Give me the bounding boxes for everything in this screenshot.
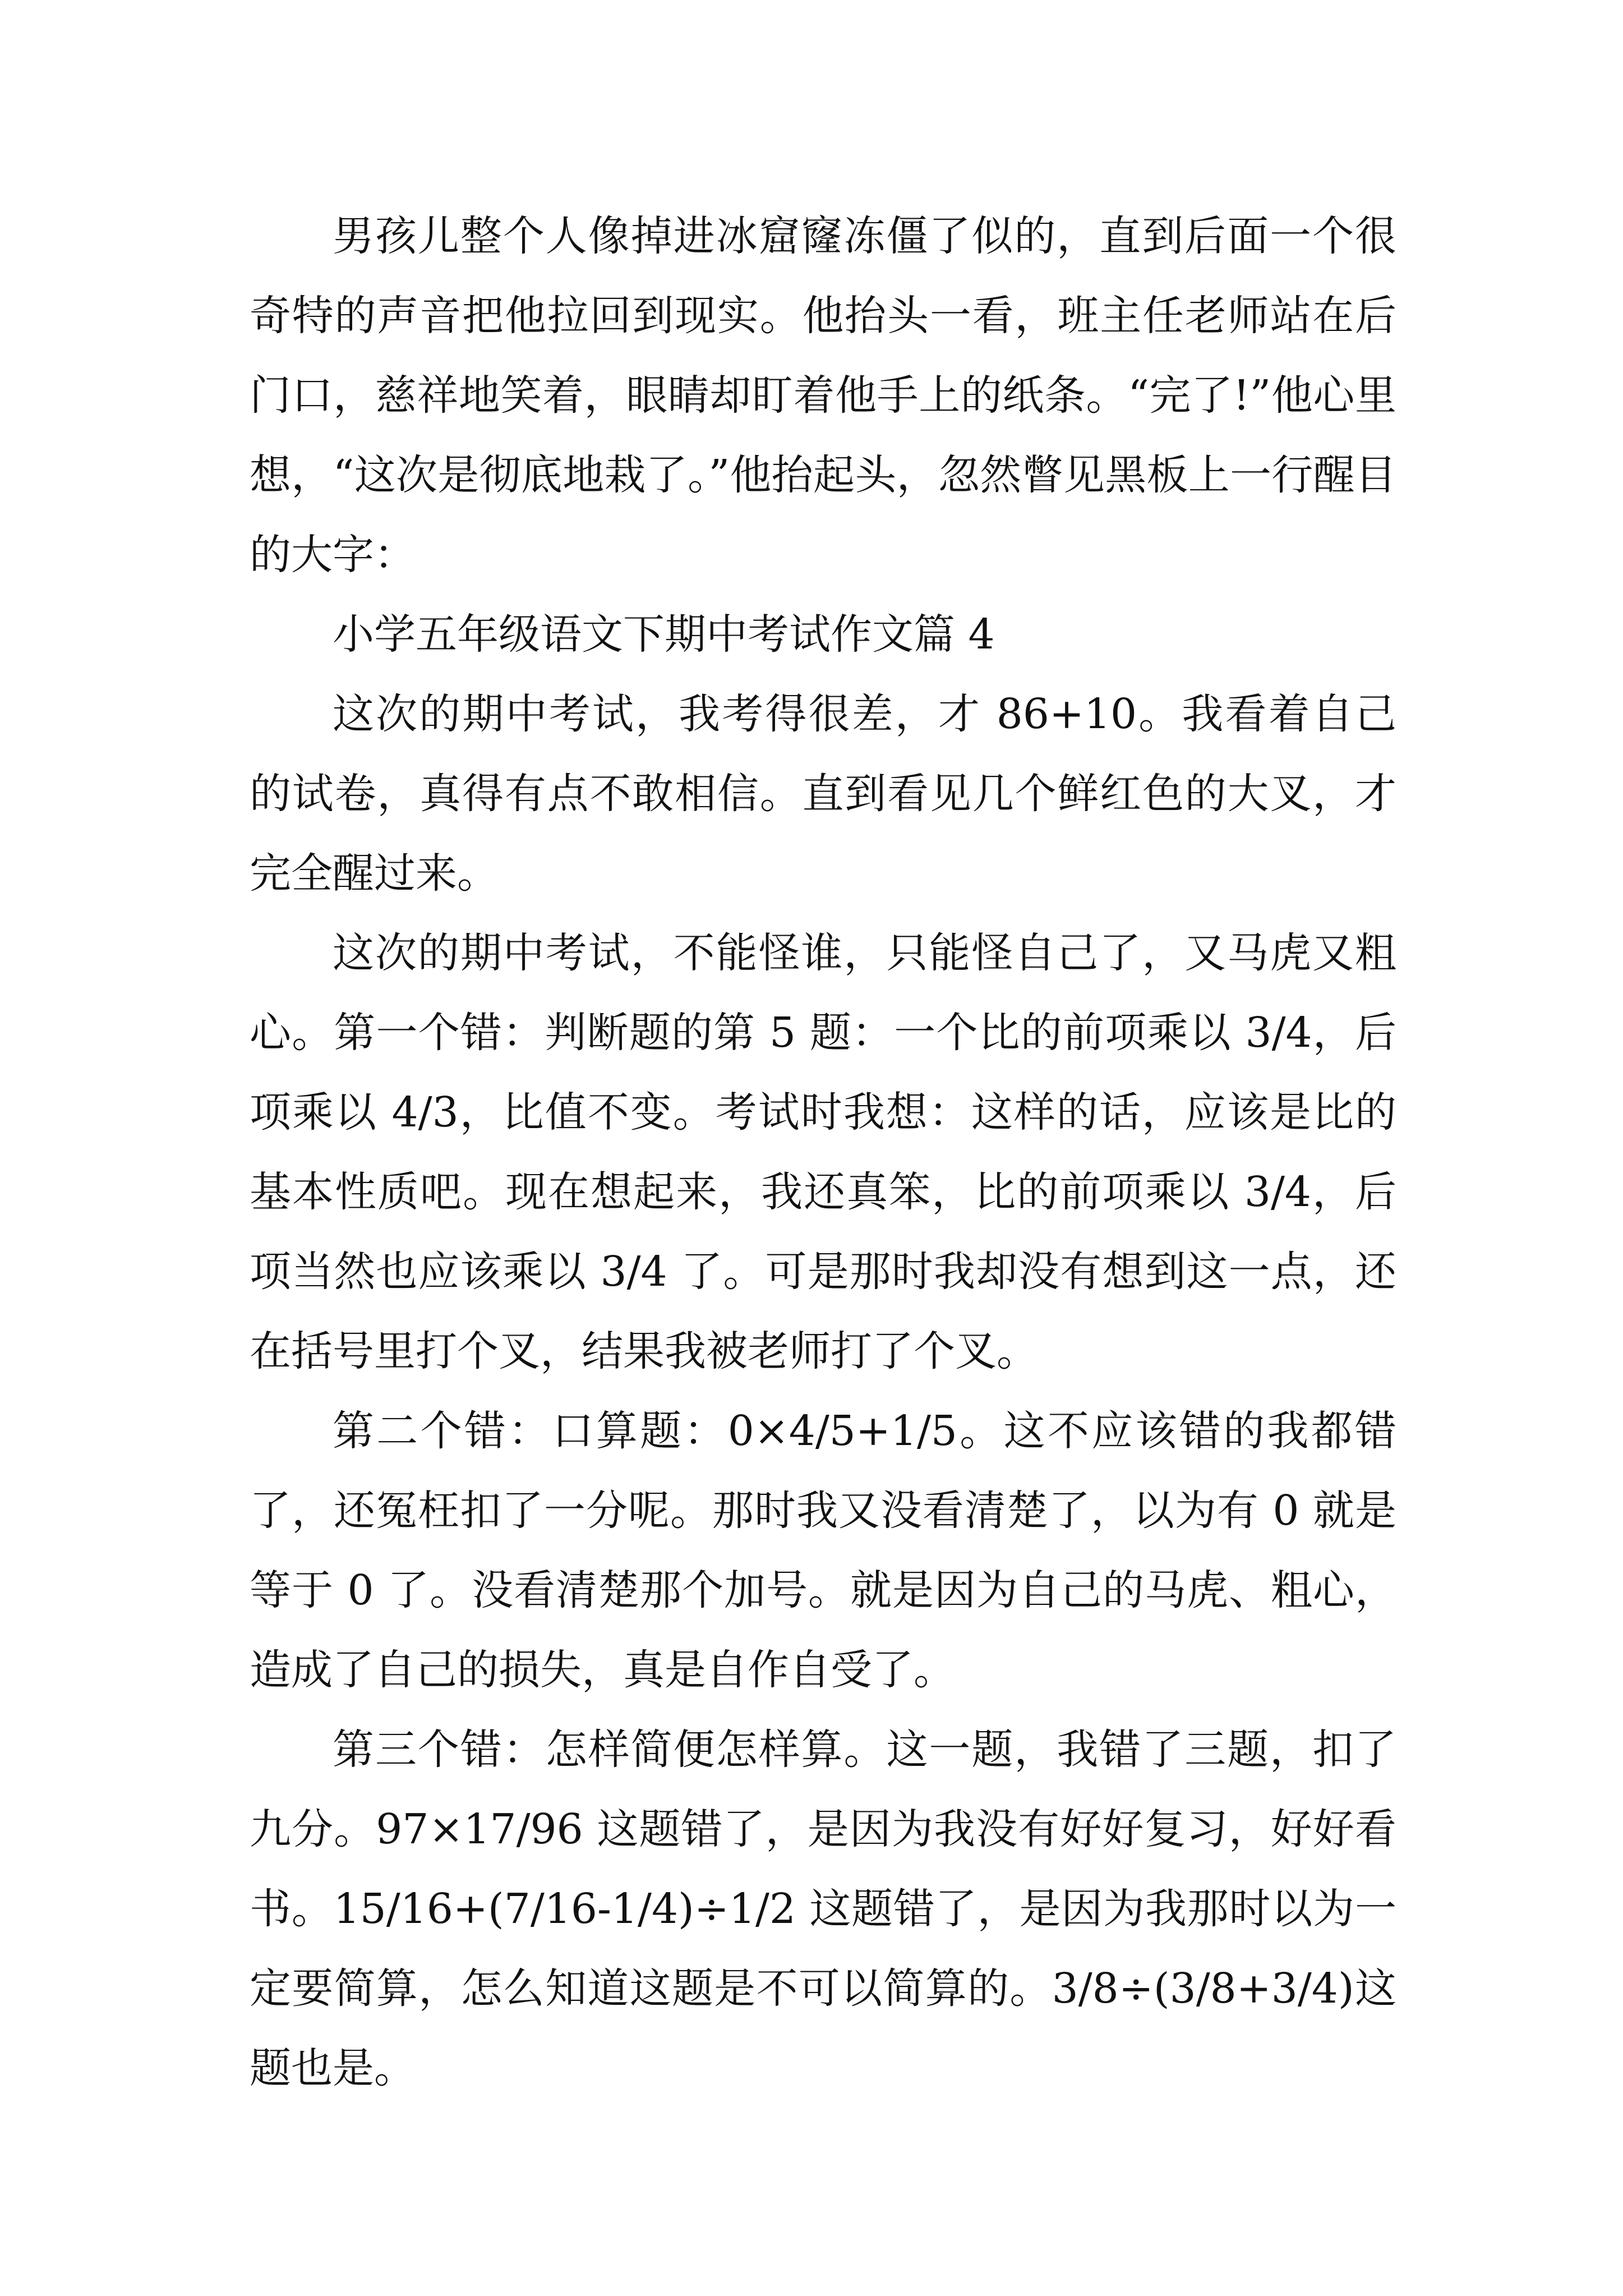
paragraph-first-mistake: 这次的期中考试，不能怪谁，只能怪自己了，又马虎又粗心。第一个错：判断题的第 5 题：一个比的前项乘以 3/4，后项乘以 4/3，比值不变。考试时我想：这样的话，应该是比的基本性质吧。现在想起来，我还真笨，比的前项乘以 3/4，后项当然也应该乘以 3/4 了。可是那时我却没有想到这一点，还在括号里打个叉，结果我被老师打了个叉。 xyxy=(250,929,1396,1375)
paragraph-intro: 这次的期中考试，我考得很差，才 86+10。我看着自己的试卷，真得有点不敢相信。直到看见几个鲜红色的大叉，才完全醒过来。 xyxy=(250,690,1396,898)
paragraph-story-ending: 男孩儿整个人像掉进冰窟窿冻僵了似的，直到后面一个很奇特的声音把他拉回到现实。他抬头一看，班主任老师站在后门口，慈祥地笑着，眼睛却盯着他手上的纸条。“完了!”他心里想，“这次是彻底地栽了。”他抬起头，忽然瞥见黑板上一行醒目的大字： xyxy=(250,212,1396,579)
section-heading: 小学五年级语文下期中考试作文篇 4 xyxy=(333,610,995,659)
text-column xyxy=(250,196,1396,2108)
paragraph-second-mistake: 第二个错：口算题：0×4/5+1/5。这不应该错的我都错了，还冤枉扣了一分呢。那时我又没看清楚了，以为有 0 就是等于 0 了。没看清楚那个加号。就是因为自己的马虎、粗心，造成了自己的损失，真是自作自受了。 xyxy=(250,1407,1396,1694)
paragraph-third-mistake: 第三个错：怎样简便怎样算。这一题，我错了三题，扣了九分。97×17/96 这题错了，是因为我没有好好复习，好好看书。15/16+(7/16-1/4)÷1/2 这题错了，是因为我那时以为一定要简算，怎么知道这题是不可以简算的。3/8÷(3/8+3/4)这题也是。 xyxy=(250,1726,1396,2092)
